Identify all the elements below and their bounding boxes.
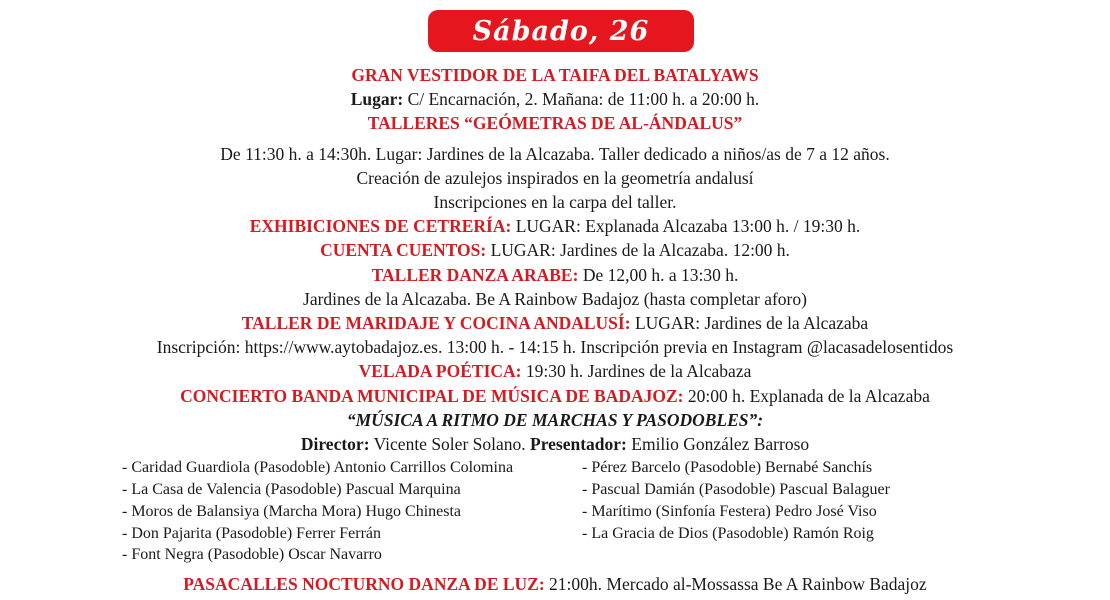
presenter-label: Presentador: [530,434,627,455]
director-name: Vicente Soler Solano. [369,434,531,455]
concert-pieces [0,457,1110,566]
event-title-velada: VELADA POÉTICA: [358,361,522,382]
concert-subtitle: “MÚSICA A RITMO DE MARCHAS Y PASODOBLES”: [346,409,764,430]
event-cetreria [0,214,1110,238]
event-title-vestidor: GRAN VESTIDOR DE LA TAIFA DEL BATALYAWS [351,65,759,85]
event-detail-maridaje-2: Inscripción: https://www.aytobadajoz.es. 13:00 h. - 14:15 h. Inscripción previa en Instagram @lacasadelosentidos [156,337,954,358]
event-detail-danza-2: Jardines de la Alcazaba. Be A Rainbow Badajoz (hasta completar aforo) [303,288,807,309]
event-title-cuentos: CUENTA CUENTOS: [320,240,487,261]
event-detail-text: C/ Encarnación, 2. Mañana: de 11:00 h. a 20:00 h. [403,89,760,110]
event-cuentos [0,238,1110,262]
event-title-cetreria: EXHIBICIONES DE CETRERÍA: [249,216,512,237]
event-detail-velada: 19:30 h. Jardines de la Alcabaza [521,361,752,382]
event-detail-concierto: 20:00 h. Explanada de la Alcazaba [683,385,930,406]
day-title: Sábado, 26 [472,15,650,47]
event-concierto [0,384,1110,408]
event-maridaje [0,311,1110,335]
director-label: Director: [300,434,370,455]
piece-item: - Moros de Balansiya (Marcha Mora) Hugo Chinesta [122,502,462,520]
piece-item: - Pérez Barcelo (Pasodoble) Bernabé Sanchís [582,459,873,477]
piece-item: - Caridad Guardiola (Pasodoble) Antonio Carrillos Colomina [122,459,514,477]
event-pasacalles [0,572,1110,596]
event-detail-maridaje: LUGAR: Jardines de la Alcazaba [630,313,869,334]
event-velada [0,359,1110,383]
event-detail-pasacalles: 21:00h. Mercado al-Mossassa Be A Rainbow Badajoz [544,574,927,595]
presenter-name: Emilio González Barroso [626,434,810,455]
event-detail-cetreria: LUGAR: Explanada Alcazaba 13:00 h. / 19:30 h. [511,216,861,237]
piece-item: - Don Pajarita (Pasodoble) Ferrer Ferrán [122,524,382,542]
program-content [0,63,1110,596]
piece-item: - La Casa de Valencia (Pasodoble) Pascual Marquina [122,481,461,499]
piece-item: - Pascual Damián (Pasodoble) Pascual Balaguer [582,481,890,499]
event-detail-talleres-2: Creación de azulejos inspirados en la geometría andalusí [356,167,754,188]
event-detail-danza: De 12,00 h. a 13:30 h. [578,264,739,285]
event-detail-talleres-1: De 11:30 h. a 14:30h. Lugar: Jardines de la Alcazaba. Taller dedicado a niños/as de 7 a 12 años. [220,143,890,164]
piece-item: - Marítimo (Sinfonía Festera) Pedro José Viso [582,502,877,520]
event-detail-cuentos: LUGAR: Jardines de la Alcazaba. 12:00 h. [486,240,790,261]
event-title-concierto: CONCIERTO BANDA MUNICIPAL DE MÚSICA DE BADAJOZ: [180,385,684,406]
pieces-right-column [582,457,890,566]
event-title-pasacalles: PASACALLES NOCTURNO DANZA DE LUZ: [183,574,545,595]
event-title-talleres: TALLERES “GEÓMETRAS DE AL-ÁNDALUS” [367,113,743,134]
day-badge [428,10,694,52]
piece-item: - La Gracia de Dios (Pasodoble) Ramón Roig [582,524,874,542]
pieces-left-column [122,457,582,566]
concert-credits [0,432,1110,456]
event-title-maridaje: TALLER DE MARIDAJE Y COCINA ANDALUSÍ: [241,313,631,334]
event-detail-talleres-3: Inscripciones en la carpa del taller. [433,192,677,213]
event-title-danza: TALLER DANZA ARABE: [371,264,579,285]
event-danza [0,263,1110,287]
event-detail-vestidor [0,87,1110,111]
lugar-label: Lugar: [350,89,404,110]
piece-item: - Font Negra (Pasodoble) Oscar Navarro [122,546,382,564]
